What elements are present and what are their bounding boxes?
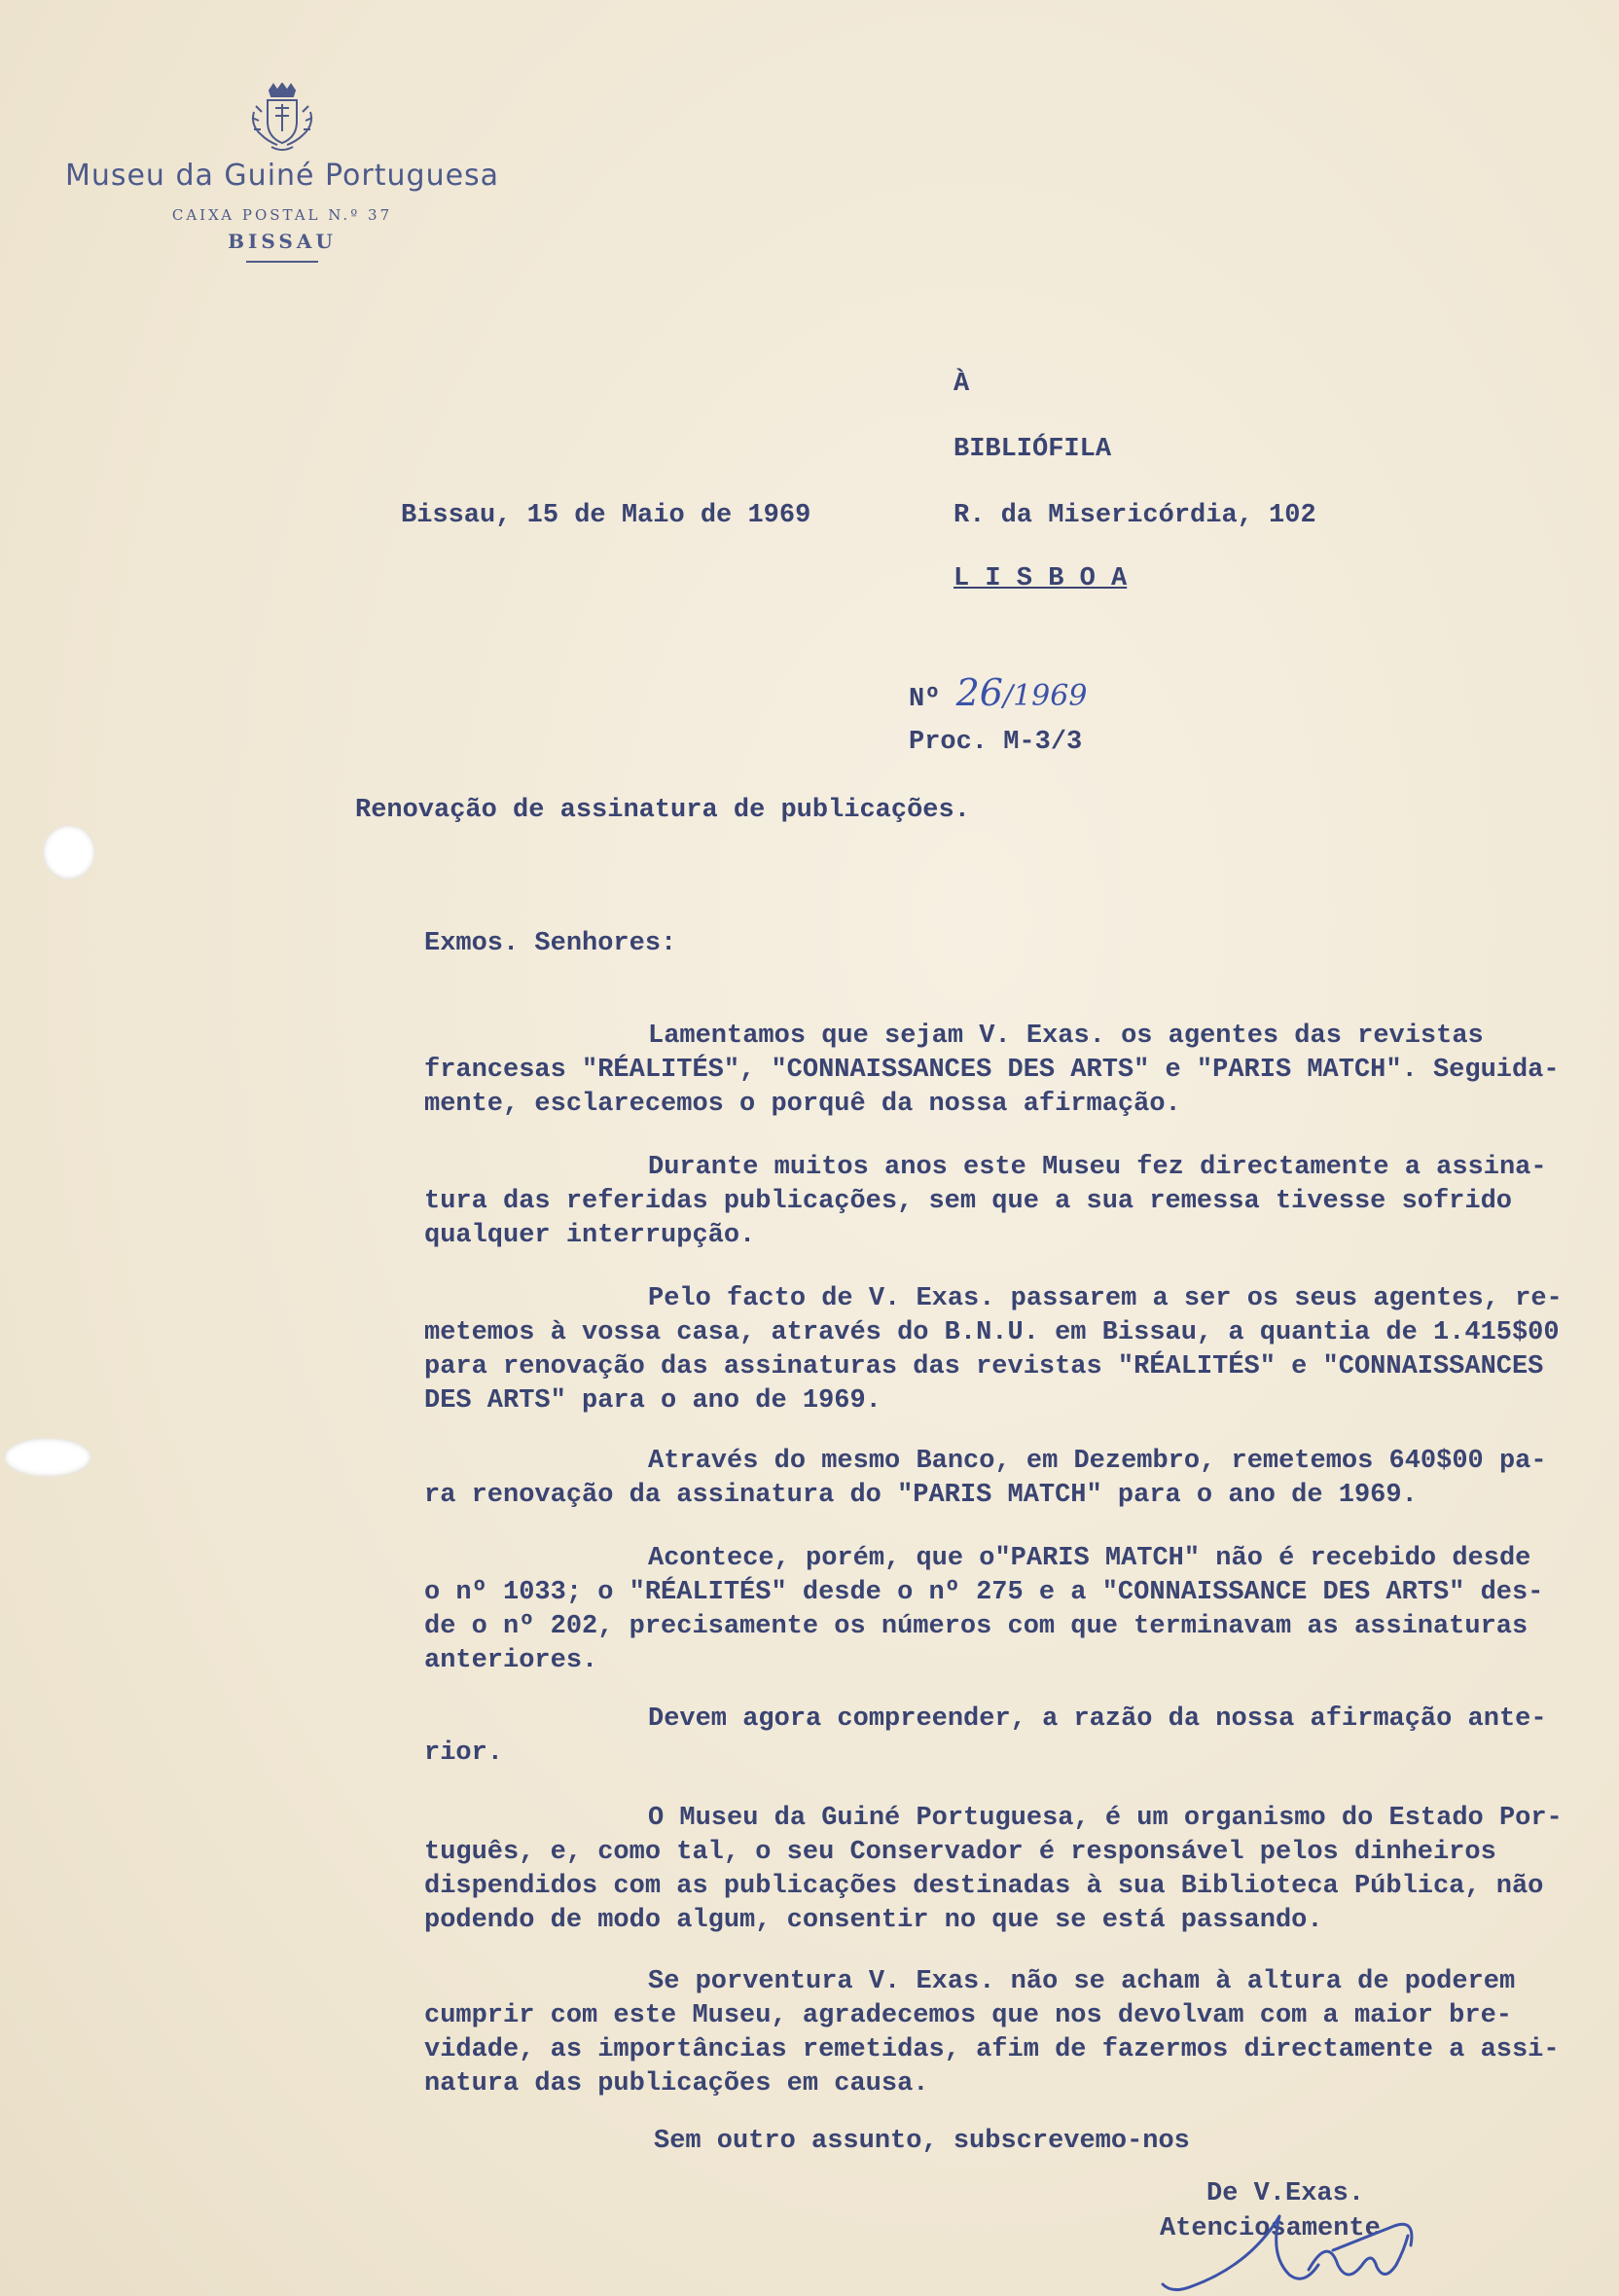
recipient-prefix: À: [953, 370, 970, 399]
body-paragraph: [424, 1020, 1601, 1122]
paragraph-line: para renovação das assinaturas das revistas "RÉALITÉS" e "CONNAISSANCES: [424, 1352, 1544, 1381]
process-reference: Proc. M-3/3: [909, 728, 1083, 757]
paragraph-line: francesas "RÉALITÉS", "CONNAISSANCES DES ARTS" e "PARIS MATCH". Seguida-: [424, 1056, 1560, 1085]
reference-number-label: Nº: [909, 685, 941, 714]
recipient-city: L I S B O A: [953, 564, 1128, 593]
body-paragraph: [424, 1802, 1601, 1938]
letterhead-rule: [246, 261, 318, 263]
paragraph-line: Através do mesmo Banco, em Dezembro, remetemos 640$00 pa-: [648, 1447, 1547, 1476]
paragraph-line: Durante muitos anos este Museu fez directamente a assina-: [648, 1153, 1547, 1182]
paragraph-line: DES ARTS" para o ano de 1969.: [424, 1386, 881, 1416]
recipient-name: BIBLIÓFILA: [953, 435, 1112, 464]
signoff-line-1: De V.Exas.: [1206, 2179, 1365, 2208]
paragraph-line: qualquer interrupção.: [424, 1221, 756, 1250]
paragraph-line: Se porventura V. Exas. não se acham à altura de poderem: [648, 1967, 1516, 1996]
paragraph-line: dispendidos com as publicações destinadas à sua Biblioteca Pública, não: [424, 1872, 1544, 1901]
punch-hole-lower: [4, 1438, 91, 1477]
paragraph-line: Lamentamos que sejam V. Exas. os agentes das revistas: [648, 1022, 1484, 1051]
paragraph-line: tuguês, e, como tal, o seu Conservador é responsável pelos dinheiros: [424, 1838, 1496, 1867]
subject-line: Renovação de assinatura de publicações.: [355, 796, 970, 825]
letterhead: [58, 83, 506, 263]
reference-number-year: /1969: [1002, 679, 1088, 713]
reference-number-handwritten: 26: [955, 671, 1003, 714]
institution-name: Museu da Guiné Portuguesa: [64, 159, 500, 193]
paragraph-line: O Museu da Guiné Portuguesa, é um organismo do Estado Por-: [648, 1804, 1563, 1833]
paragraph-line: Devem agora compreender, a razão da nossa afirmação ante-: [648, 1704, 1547, 1734]
paragraph-line: ra renovação da assinatura do "PARIS MATCH" para o ano de 1969.: [424, 1481, 1418, 1510]
body-paragraph: [424, 1151, 1601, 1253]
paragraph-line: o nº 1033; o "RÉALITÉS" desde o nº 275 e a "CONNAISSANCE DES ARTS" des-: [424, 1578, 1544, 1607]
paragraph-line: Pelo facto de V. Exas. passarem a ser os seus agentes, re-: [648, 1284, 1563, 1313]
date-line: Bissau, 15 de Maio de 1969: [401, 501, 811, 530]
paragraph-line: podendo de modo algum, consentir no que se está passando.: [424, 1906, 1323, 1935]
paragraph-line: natura das publicações em causa.: [424, 2069, 929, 2099]
paragraph-line: metemos à vossa casa, através do B.N.U. em Bissau, a quantia de 1.415$00: [424, 1318, 1560, 1347]
handwritten-signature-icon: [1133, 2197, 1425, 2294]
paragraph-line: de o nº 202, precisamente os números com que terminavam as assinaturas: [424, 1612, 1529, 1641]
body-paragraph: [424, 1542, 1601, 1678]
body-paragraph: [424, 1282, 1601, 1418]
paragraph-line: Acontece, porém, que o"PARIS MATCH" não é recebido desde: [648, 1544, 1531, 1573]
paragraph-line: vidade, as importâncias remetidas, afim de fazermos directamente a assi-: [424, 2035, 1560, 2064]
signoff-line-2: Atenciosamente: [1160, 2214, 1381, 2243]
reference-number: [909, 671, 1087, 714]
coat-of-arms-icon: [248, 83, 316, 153]
body-paragraph: [424, 1965, 1601, 2101]
paragraph-line: rior.: [424, 1739, 504, 1768]
paragraph-line: cumprir com este Museu, agradecemos que nos devolvam com a maior bre-: [424, 2001, 1512, 2030]
body-paragraph: [424, 1703, 1601, 1771]
paragraph-line: anteriores.: [424, 1646, 598, 1675]
punch-hole-upper: [43, 825, 95, 879]
body-paragraph: [424, 1445, 1601, 1513]
letterhead-city: BISSAU: [228, 230, 337, 253]
recipient-street: R. da Misericórdia, 102: [953, 501, 1316, 530]
paragraph-line: mente, esclarecemos o porquê da nossa afirmação.: [424, 1090, 1181, 1119]
paragraph-line: tura das referidas publicações, sem que a sua remessa tivesse sofrido: [424, 1187, 1512, 1216]
postal-box: CAIXA POSTAL N.º 37: [171, 206, 393, 224]
closing-line: Sem outro assunto, subscrevemo-nos: [654, 2127, 1190, 2156]
salutation: Exmos. Senhores:: [424, 929, 677, 958]
